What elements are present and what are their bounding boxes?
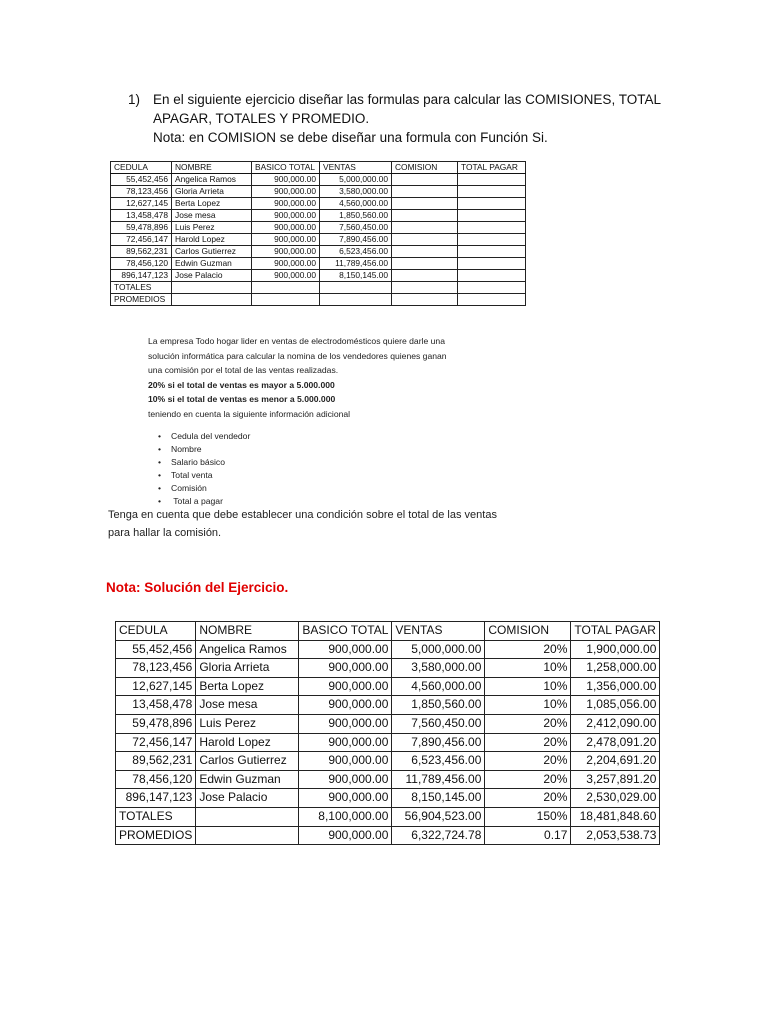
total-pagar-cell: 1,900,000.00 <box>571 640 660 659</box>
table-row <box>116 640 660 659</box>
comision-cell <box>392 294 458 306</box>
basico-total-cell: 900,000.00 <box>299 789 392 808</box>
info-list <box>148 430 538 508</box>
table-row <box>116 733 660 752</box>
cedula-cell: 55,452,456 <box>111 174 172 186</box>
basico-total-cell: 8,100,000.00 <box>299 807 392 826</box>
table-row <box>116 826 660 845</box>
ventas-cell: 7,560,450.00 <box>392 714 485 733</box>
total-pagar-cell <box>458 174 526 186</box>
nombre-cell: Gloria Arrieta <box>196 659 299 678</box>
total-pagar-cell <box>458 246 526 258</box>
table-row <box>111 258 526 270</box>
ventas-cell: 7,560,450.00 <box>320 222 392 234</box>
comision-cell: 10% <box>485 677 571 696</box>
ventas-cell: 5,000,000.00 <box>320 174 392 186</box>
list-item: • Cedula del vendedor <box>158 430 538 443</box>
solution-table <box>115 621 660 845</box>
header-total-pagar: TOTAL PAGAR <box>571 622 660 641</box>
table-row <box>111 270 526 282</box>
comision-cell: 20% <box>485 770 571 789</box>
nombre-cell: Jose mesa <box>196 696 299 715</box>
nombre-cell: Jose Palacio <box>196 789 299 808</box>
instruction-line: Nota: en COMISION se debe diseñar una formula con Función Si. <box>153 130 548 145</box>
ventas-cell: 1,850,560.00 <box>392 696 485 715</box>
cedula-cell: 89,562,231 <box>111 246 172 258</box>
total-pagar-cell: 1,085,056.00 <box>571 696 660 715</box>
basico-total-cell <box>252 294 320 306</box>
comision-cell <box>392 210 458 222</box>
table-row <box>116 696 660 715</box>
ventas-cell: 1,850,560.00 <box>320 210 392 222</box>
basico-total-cell: 900,000.00 <box>299 659 392 678</box>
table-row <box>116 770 660 789</box>
total-pagar-cell: 2,530,029.00 <box>571 789 660 808</box>
table-row <box>116 714 660 733</box>
header-total-pagar: TOTAL PAGAR <box>458 162 526 174</box>
ventas-cell <box>320 282 392 294</box>
nombre-cell: Luis Perez <box>172 222 252 234</box>
basico-total-cell: 900,000.00 <box>252 198 320 210</box>
nombre-cell <box>172 294 252 306</box>
nombre-cell: Harold Lopez <box>172 234 252 246</box>
instruction-line: En el siguiente ejercicio diseñar las formulas para calcular las COMISIONES, TOTAL <box>153 92 661 107</box>
cedula-cell: 72,456,147 <box>116 733 196 752</box>
nombre-cell: Gloria Arrieta <box>172 186 252 198</box>
list-item: • Total venta <box>158 469 538 482</box>
cedula-cell: TOTALES <box>111 282 172 294</box>
table-row <box>111 198 526 210</box>
comision-cell: 10% <box>485 696 571 715</box>
info-intro: teniendo en cuenta la siguiente información adicional <box>148 408 351 419</box>
nombre-cell: Jose Palacio <box>172 270 252 282</box>
comision-cell <box>392 270 458 282</box>
scanned-problem-statement <box>108 334 538 539</box>
cedula-cell: 59,478,896 <box>116 714 196 733</box>
cedula-cell: 89,562,231 <box>116 752 196 771</box>
table-row <box>111 210 526 222</box>
comision-cell <box>392 222 458 234</box>
header-basico-total: BASICO TOTAL <box>299 622 392 641</box>
comision-cell: 20% <box>485 733 571 752</box>
comision-cell: 20% <box>485 714 571 733</box>
nombre-cell: Berta Lopez <box>196 677 299 696</box>
table-row <box>116 752 660 771</box>
total-pagar-cell <box>458 198 526 210</box>
exercise-table <box>110 161 526 306</box>
cedula-cell: PROMEDIOS <box>111 294 172 306</box>
list-item: • Nombre <box>158 443 538 456</box>
comision-cell <box>392 246 458 258</box>
cedula-cell: 12,627,145 <box>111 198 172 210</box>
basico-total-cell: 900,000.00 <box>299 677 392 696</box>
cedula-cell: 78,123,456 <box>111 186 172 198</box>
nombre-cell: Carlos Gutierrez <box>196 752 299 771</box>
table-row <box>111 282 526 294</box>
list-item: • Total a pagar <box>158 495 538 508</box>
total-pagar-cell: 1,356,000.00 <box>571 677 660 696</box>
basico-total-cell: 900,000.00 <box>252 234 320 246</box>
basico-total-cell: 900,000.00 <box>252 222 320 234</box>
cedula-cell: 78,456,120 <box>111 258 172 270</box>
basico-total-cell <box>252 282 320 294</box>
total-pagar-cell <box>458 282 526 294</box>
ventas-cell: 6,523,456.00 <box>392 752 485 771</box>
ventas-cell: 6,523,456.00 <box>320 246 392 258</box>
total-pagar-cell <box>458 186 526 198</box>
header-basico-total: BASICO TOTAL <box>252 162 320 174</box>
header-ventas: VENTAS <box>320 162 392 174</box>
table-row <box>116 789 660 808</box>
total-pagar-cell: 2,204,691.20 <box>571 752 660 771</box>
paragraph-line: una comisión por el total de las ventas realizadas. <box>148 365 339 376</box>
total-pagar-cell: 2,053,538.73 <box>571 826 660 845</box>
basico-total-cell: 900,000.00 <box>299 770 392 789</box>
comision-cell <box>392 186 458 198</box>
basico-total-cell: 900,000.00 <box>252 174 320 186</box>
basico-total-cell: 900,000.00 <box>299 640 392 659</box>
table-row <box>111 234 526 246</box>
total-pagar-cell: 2,412,090.00 <box>571 714 660 733</box>
comision-cell: 0.17 <box>485 826 571 845</box>
instruction-line: APAGAR, TOTALES Y PROMEDIO. <box>153 111 370 126</box>
basico-total-cell: 900,000.00 <box>299 752 392 771</box>
ventas-cell: 4,560,000.00 <box>320 198 392 210</box>
total-pagar-cell: 18,481,848.60 <box>571 807 660 826</box>
header-ventas: VENTAS <box>392 622 485 641</box>
commission-rule-10: 10% si el total de ventas es menor a 5.000.000 <box>148 394 336 405</box>
nombre-cell: Harold Lopez <box>196 733 299 752</box>
nombre-cell: Edwin Guzman <box>196 770 299 789</box>
nombre-cell: Carlos Gutierrez <box>172 246 252 258</box>
total-pagar-cell <box>458 210 526 222</box>
nombre-cell: Luis Perez <box>196 714 299 733</box>
nombre-cell: Angelica Ramos <box>196 640 299 659</box>
nombre-cell <box>196 807 299 826</box>
nombre-cell: Berta Lopez <box>172 198 252 210</box>
ventas-cell <box>320 294 392 306</box>
total-pagar-cell <box>458 294 526 306</box>
ventas-cell: 56,904,523.00 <box>392 807 485 826</box>
ventas-cell: 7,890,456.00 <box>320 234 392 246</box>
ventas-cell: 7,890,456.00 <box>392 733 485 752</box>
ventas-cell: 11,789,456.00 <box>320 258 392 270</box>
table-row <box>111 294 526 306</box>
header-comision: COMISION <box>392 162 458 174</box>
header-row <box>116 622 660 641</box>
basico-total-cell: 900,000.00 <box>252 186 320 198</box>
table-row <box>116 659 660 678</box>
total-pagar-cell <box>458 258 526 270</box>
cedula-cell: 13,458,478 <box>116 696 196 715</box>
comision-cell: 20% <box>485 789 571 808</box>
basico-total-cell: 900,000.00 <box>252 246 320 258</box>
comision-cell <box>392 282 458 294</box>
table-row <box>116 807 660 826</box>
table-row <box>111 186 526 198</box>
list-item: • Salario básico <box>158 456 538 469</box>
table-row <box>111 246 526 258</box>
total-pagar-cell: 3,257,891.20 <box>571 770 660 789</box>
header-nombre: NOMBRE <box>196 622 299 641</box>
nombre-cell <box>172 282 252 294</box>
comision-cell <box>392 198 458 210</box>
list-item: • Comisión <box>158 482 538 495</box>
comision-cell <box>392 174 458 186</box>
nombre-cell <box>196 826 299 845</box>
basico-total-cell: 900,000.00 <box>299 826 392 845</box>
cedula-cell: PROMEDIOS <box>116 826 196 845</box>
closing-line: Tenga en cuenta que debe establecer una condición sobre el total de las ventas <box>108 509 497 521</box>
paragraph-line: solución informática para calcular la nomina de los vendedores quienes ganan <box>148 350 447 361</box>
cedula-cell: 896,147,123 <box>111 270 172 282</box>
comision-cell <box>392 258 458 270</box>
table-row <box>111 222 526 234</box>
ventas-cell: 3,580,000.00 <box>392 659 485 678</box>
ventas-cell: 5,000,000.00 <box>392 640 485 659</box>
basico-total-cell: 900,000.00 <box>299 733 392 752</box>
basico-total-cell: 900,000.00 <box>252 210 320 222</box>
ventas-cell: 4,560,000.00 <box>392 677 485 696</box>
comision-cell: 20% <box>485 752 571 771</box>
total-pagar-cell: 1,258,000.00 <box>571 659 660 678</box>
cedula-cell: 72,456,147 <box>111 234 172 246</box>
table-row <box>111 174 526 186</box>
cedula-cell: 78,456,120 <box>116 770 196 789</box>
exercise-number: 1) <box>128 92 141 107</box>
closing-note <box>108 506 568 542</box>
basico-total-cell: 900,000.00 <box>299 714 392 733</box>
ventas-cell: 3,580,000.00 <box>320 186 392 198</box>
total-pagar-cell <box>458 270 526 282</box>
basico-total-cell: 900,000.00 <box>252 258 320 270</box>
cedula-cell: 13,458,478 <box>111 210 172 222</box>
cedula-cell: 59,478,896 <box>111 222 172 234</box>
total-pagar-cell <box>458 222 526 234</box>
comision-cell <box>392 234 458 246</box>
cedula-cell: 55,452,456 <box>116 640 196 659</box>
cedula-cell: 78,123,456 <box>116 659 196 678</box>
basico-total-cell: 900,000.00 <box>299 696 392 715</box>
cedula-cell: 12,627,145 <box>116 677 196 696</box>
cedula-cell: TOTALES <box>116 807 196 826</box>
header-comision: COMISION <box>485 622 571 641</box>
ventas-cell: 8,150,145.00 <box>392 789 485 808</box>
commission-rule-20: 20% si el total de ventas es mayor a 5.000.000 <box>148 379 335 390</box>
total-pagar-cell <box>458 234 526 246</box>
header-row <box>111 162 526 174</box>
table-row <box>116 677 660 696</box>
nombre-cell: Jose mesa <box>172 210 252 222</box>
cedula-cell: 896,147,123 <box>116 789 196 808</box>
header-cedula: CEDULA <box>111 162 172 174</box>
paragraph-line: La empresa Todo hogar lider en ventas de electrodomésticos quiere darle una <box>148 336 445 346</box>
ventas-cell: 8,150,145.00 <box>320 270 392 282</box>
comision-cell: 150% <box>485 807 571 826</box>
nombre-cell: Edwin Guzman <box>172 258 252 270</box>
ventas-cell: 11,789,456.00 <box>392 770 485 789</box>
header-nombre: NOMBRE <box>172 162 252 174</box>
comision-cell: 10% <box>485 659 571 678</box>
header-cedula: CEDULA <box>116 622 196 641</box>
comision-cell: 20% <box>485 640 571 659</box>
solution-heading: Nota: Solución del Ejercicio. <box>106 580 289 595</box>
ventas-cell: 6,322,724.78 <box>392 826 485 845</box>
total-pagar-cell: 2,478,091.20 <box>571 733 660 752</box>
exercise-instructions <box>128 90 661 147</box>
nombre-cell: Angelica Ramos <box>172 174 252 186</box>
basico-total-cell: 900,000.00 <box>252 270 320 282</box>
closing-line: para hallar la comisión. <box>108 527 222 539</box>
